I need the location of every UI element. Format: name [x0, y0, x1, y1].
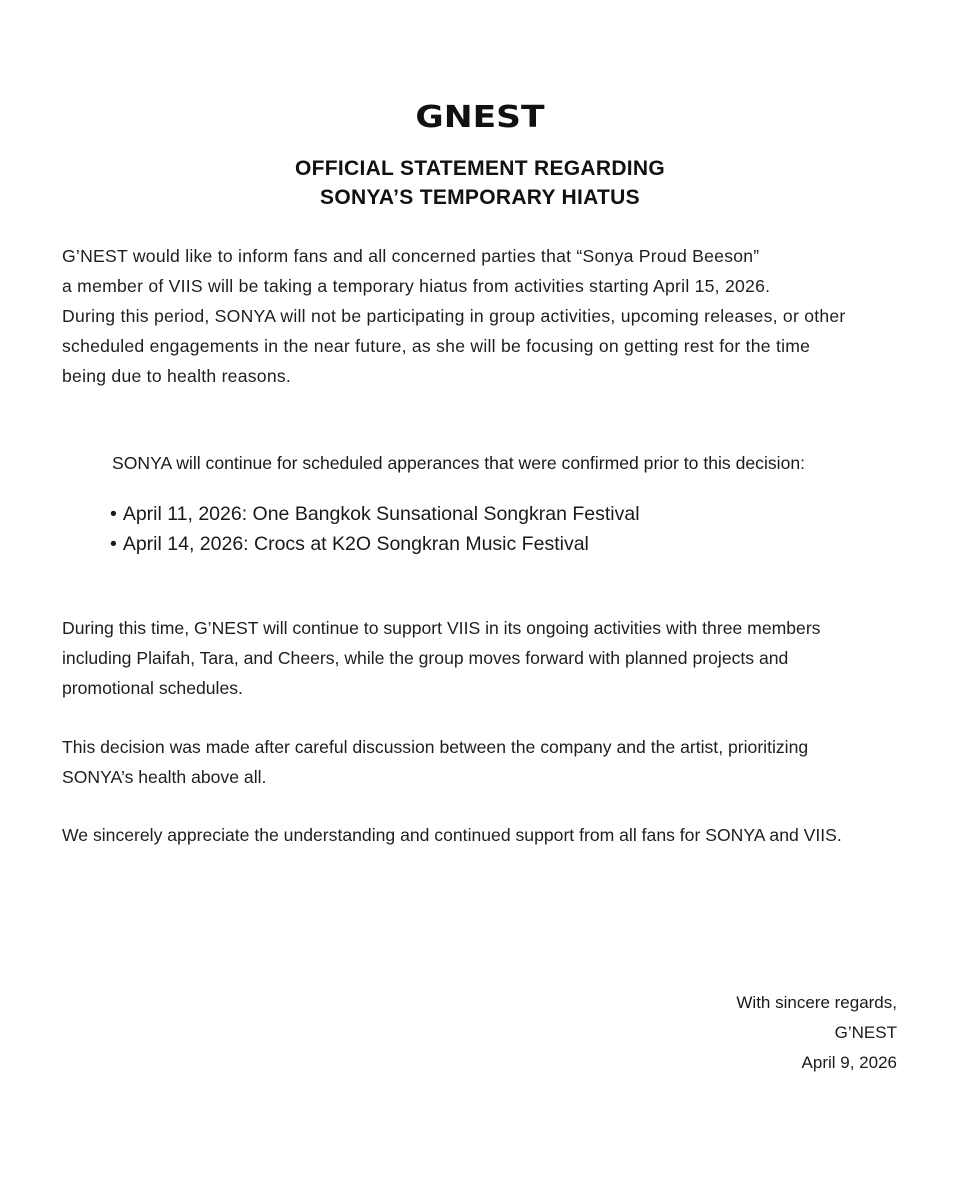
appearances-list — [110, 499, 910, 559]
statement-title — [0, 154, 960, 212]
paragraph-line: This decision was made after careful discussion between the company and the artist, prioritizing — [62, 737, 809, 757]
appearance-text: April 11, 2026: One Bangkok Sunsational Songkran Festival — [122, 503, 640, 525]
signoff-block — [497, 988, 897, 1078]
paragraph-line: During this time, G’NEST will continue to support VIIS in its ongoing activities with three members — [62, 618, 821, 638]
paragraph-line: scheduled engagements in the near future, as she will be focusing on getting rest for the time — [62, 336, 811, 356]
group-support-paragraph — [62, 613, 902, 703]
paragraph-line: During this period, SONYA will not be participating in group activities, upcoming releases, or other — [62, 306, 846, 326]
list-item — [110, 529, 910, 559]
statement-date: April 9, 2026 — [801, 1053, 897, 1072]
company-name: G’NEST — [834, 1023, 897, 1042]
bullet-icon: • — [110, 533, 117, 555]
paragraph-line: a member of VIIS will be taking a temporary hiatus from activities starting April 15, 2026. — [62, 276, 771, 296]
appearance-text: April 14, 2026: Crocs at K2O Songkran Music Festival — [122, 533, 589, 555]
paragraph-line: We sincerely appreciate the understanding and continued support from all fans for SONYA and VIIS. — [62, 825, 842, 845]
title-line: SONYA’S TEMPORARY HIATUS — [320, 186, 640, 209]
paragraph-line: G’NEST would like to inform fans and all concerned parties that “Sonya Proud Beeson” — [62, 246, 760, 266]
appreciation-paragraph — [62, 820, 902, 850]
decision-paragraph — [62, 732, 902, 792]
bullet-icon: • — [110, 503, 117, 525]
title-line: OFFICIAL STATEMENT REGARDING — [294, 157, 666, 180]
paragraph-line: SONYA’s health above all. — [62, 767, 267, 787]
gnest-logo: GNEST — [415, 100, 545, 135]
appearances-intro: SONYA will continue for scheduled apperances that were confirmed prior to this decision: — [112, 453, 806, 473]
paragraph-line: including Plaifah, Tara, and Cheers, while the group moves forward with planned projects and — [62, 648, 789, 668]
list-item — [110, 499, 910, 529]
closing-text: With sincere regards, — [736, 993, 897, 1012]
hiatus-announcement-paragraph — [62, 241, 902, 391]
paragraph-line: being due to health reasons. — [62, 366, 292, 386]
paragraph-line: promotional schedules. — [62, 678, 243, 698]
